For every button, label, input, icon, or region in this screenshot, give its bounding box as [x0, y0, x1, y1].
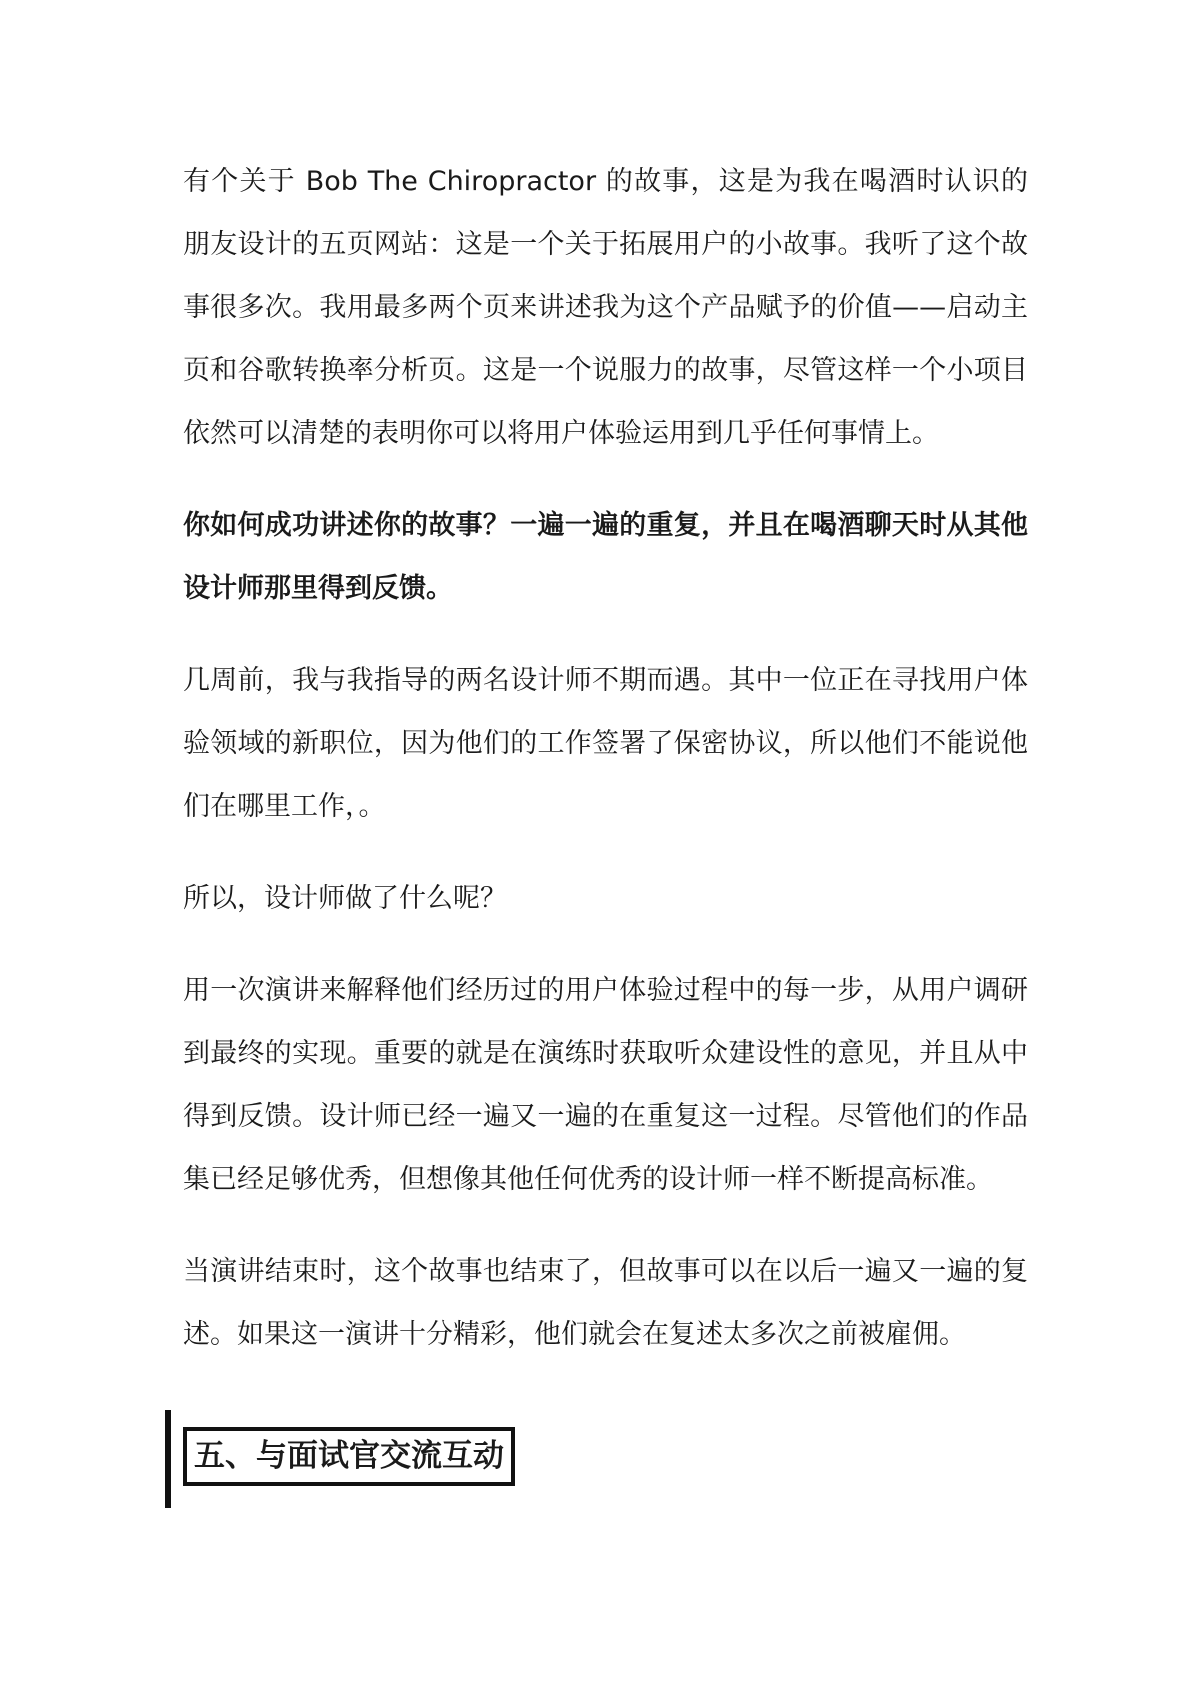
paragraph-question: 所以，设计师做了什么呢？	[183, 883, 507, 914]
paragraph-bob-story: 有个关于 Bob The Chiropractor 的故事，这是为我在喝酒时认识的朋友设计的五页网站：这是一个关于拓展用户的小故事。我听了这个故事很多次。我用最多两个页来讲述我为这个产品赋予的价值——启动主页和谷歌转换率分析页。这是一个说服力的故事，尽管这样一个小项目依然可以清楚的表明你可以将用户体验运用到几乎任何事情上。	[183, 166, 1028, 449]
section-heading-text: 五、与面试官交流互动	[194, 1438, 504, 1474]
paragraph-conclusion: 当演讲结束时，这个故事也结束了，但故事可以在以后一遍又一遍的复述。如果这一演讲十分精彩，他们就会在复述太多次之前被雇佣。	[183, 1256, 1028, 1350]
paragraph-bold-question: 你如何成功讲述你的故事？一遍一遍的重复，并且在喝酒聊天时从其他设计师那里得到反馈。	[183, 510, 1028, 604]
paragraph-presentation: 用一次演讲来解释他们经历过的用户体验过程中的每一步，从用户调研到最终的实现。重要的就是在演练时获取听众建设性的意见，并且从中得到反馈。设计师已经一遍又一遍的在重复这一过程。尽管他们的作品集已经足够优秀，但想像其他任何优秀的设计师一样不断提高标准。	[183, 975, 1028, 1195]
heading-accent-bar	[165, 1410, 171, 1508]
paragraph-mentoring: 几周前，我与我指导的两名设计师不期而遇。其中一位正在寻找用户体验领域的新职位，因为他们的工作签署了保密协议，所以他们不能说他们在哪里工作，。	[183, 665, 1028, 822]
document-body	[183, 150, 1028, 1366]
heading-box	[183, 1427, 515, 1486]
section-heading	[165, 1410, 565, 1508]
